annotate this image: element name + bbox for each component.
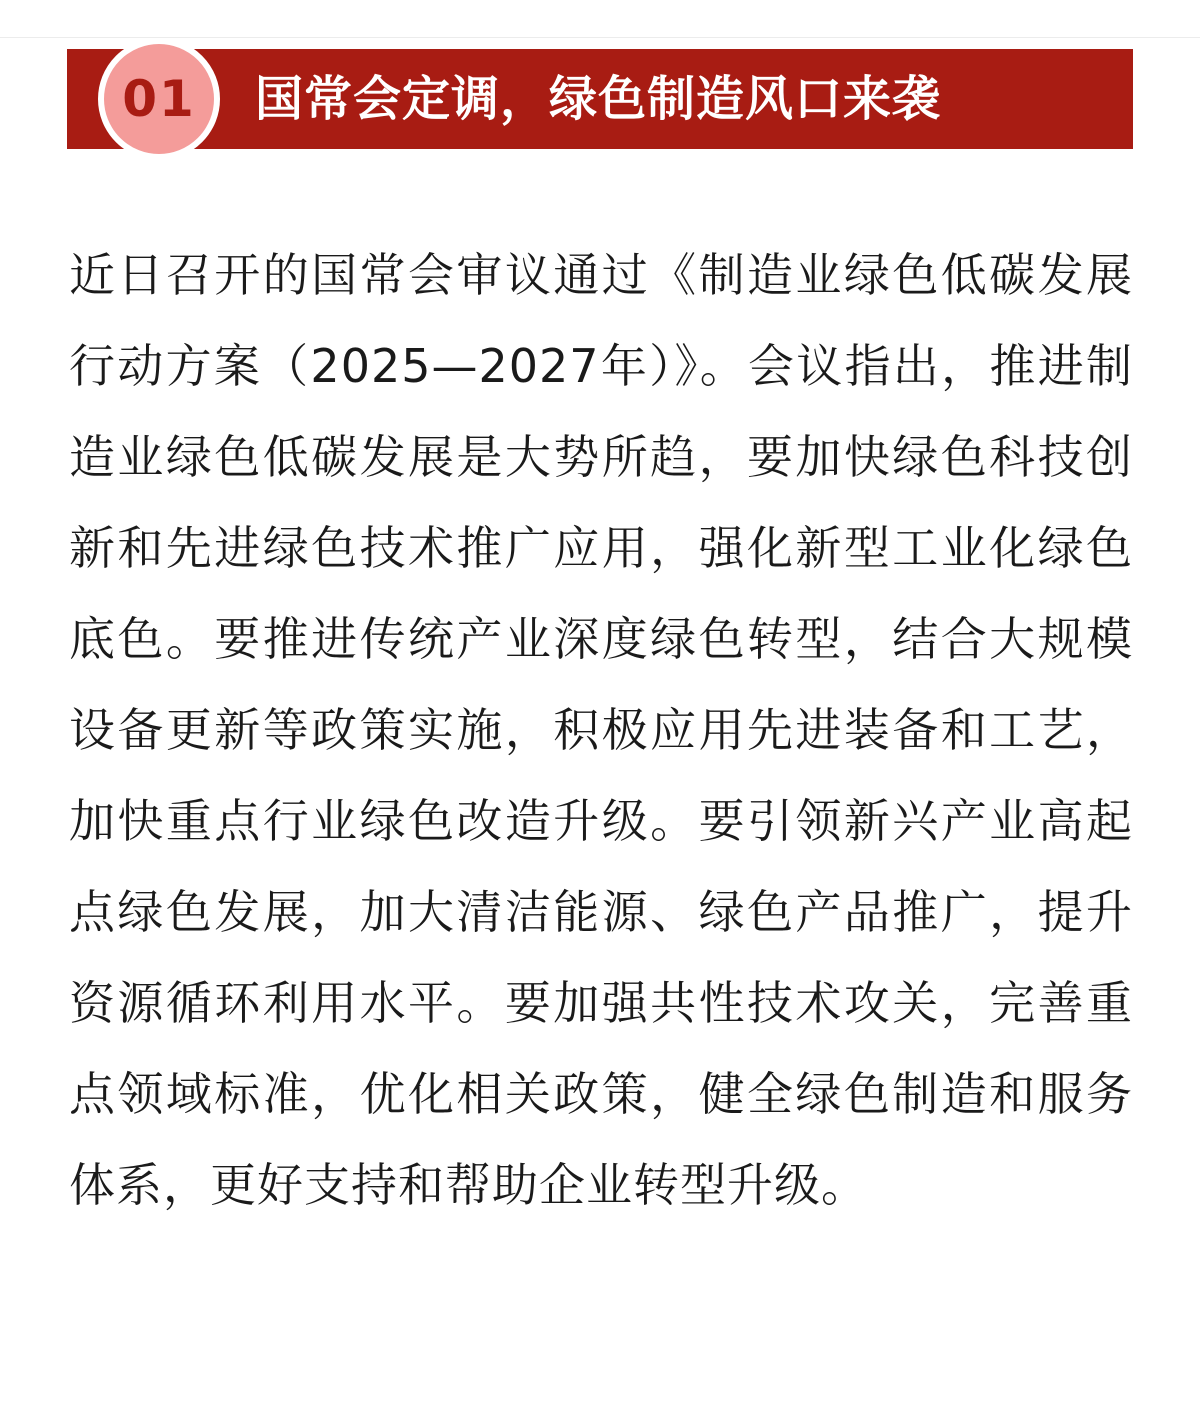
article-paragraph: 近日召开的国常会审议通过《制造业绿色低碳发展行动方案（2025—2027年）》。会议指出，推进制造业绿色低碳发展是大势所趋，要加快绿色科技创新和先进绿色技术推广应用，强化新型工业化绿色底色。要推进传统产业深度绿色转型，结合大规模设备更新等政策实施，积极应用先进装备和工艺，加快重点行业绿色改造升级。要引领新兴产业高起点绿色发展，加大清洁能源、绿色产品推广，提升资源循环利用水平。要加强共性技术攻关，完善重点领域标准，优化相关政策，健全绿色制造和服务体系，更好支持和帮助企业转型升级。 xyxy=(69,248,1133,1212)
section-title: 国常会定调，绿色制造风口来袭 xyxy=(255,71,942,127)
top-divider xyxy=(0,37,1200,38)
section-number-badge xyxy=(98,38,220,160)
section-number: 01 xyxy=(122,70,196,128)
